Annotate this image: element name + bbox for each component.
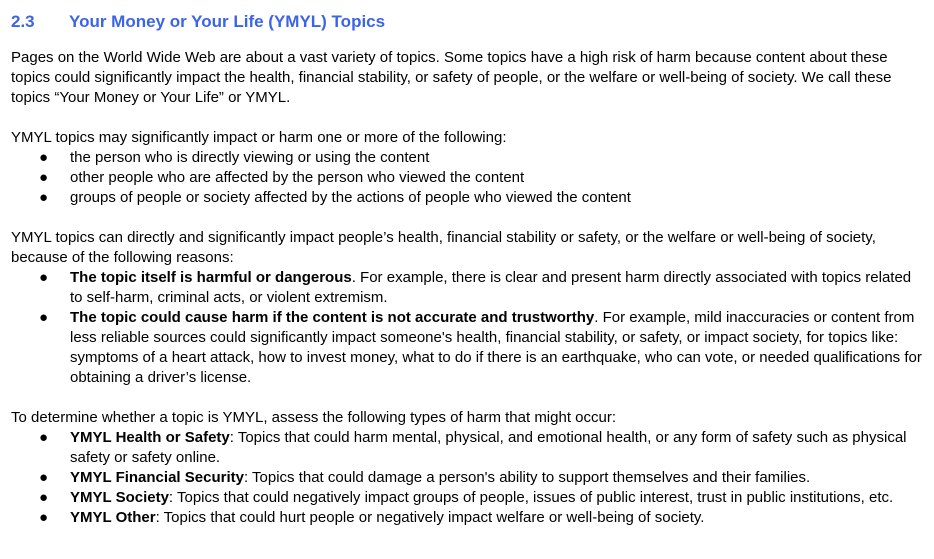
list-item: ● YMYL Other: Topics that could hurt people or negatively impact welfare or well-being of society. <box>39 509 705 526</box>
list-item: ● YMYL Health or Safety: Topics that could harm mental, physical, and emotional health, or any form of safety such as physical safety or safety online. <box>39 429 907 466</box>
bullet-icon: ● <box>39 489 49 506</box>
harm-types-intro: To determine whether a topic is YMYL, assess the following types of harm that might occur: <box>11 409 617 426</box>
list-item: ● the person who is directly viewing or using the content <box>39 149 430 166</box>
bullet-icon: ● <box>39 269 49 286</box>
intro-paragraph: Pages on the World Wide Web are about a vast variety of topics. Some topics have a high risk of harm because content about these topics could significantly impact the health, financial stability, or safety of people, or the welfare or well-being of society. We call these topics “Your Money or Your Life” or YMYL. <box>11 49 892 106</box>
bullet-icon: ● <box>39 309 49 326</box>
list-item: ● other people who are affected by the person who viewed the content <box>39 169 525 186</box>
bullet-icon: ● <box>39 169 49 186</box>
harm-types-list <box>11 428 926 528</box>
list-item: ● The topic itself is harmful or dangerous. For example, there is clear and present harm directly associated with topics related to self-harm, criminal acts, or violent extremism. <box>39 269 912 306</box>
section-title: Your Money or Your Life (YMYL) Topics <box>69 12 386 31</box>
bullet-icon: ● <box>39 429 49 446</box>
list-item: ● YMYL Society: Topics that could negatively impact groups of people, issues of public interest, trust in public institutions, etc. <box>39 489 894 506</box>
bullet-icon: ● <box>39 149 49 166</box>
impact-intro: YMYL topics may significantly impact or harm one or more of the following: <box>11 129 507 146</box>
bullet-icon: ● <box>39 189 49 206</box>
list-item: ● The topic could cause harm if the content is not accurate and trustworthy. For example, mild inaccuracies or content from less reliable sources could significantly impact someone's health, financial stability, or safety, or impact society, for topics like: symptoms of a heart attack, how to invest money, what to do if there is an earthquake, who can vote, or needed qualifications for obtaining a driver’s license. <box>39 309 922 386</box>
list-item: ● groups of people or society affected by the actions of people who viewed the content <box>39 189 631 206</box>
reasons-intro: YMYL topics can directly and significantly impact people’s health, financial stability or safety, or the welfare or well-being of society, because of the following reasons: <box>11 229 876 266</box>
bullet-icon: ● <box>39 509 49 526</box>
section-heading <box>11 12 926 32</box>
section-number: 2.3 <box>11 12 35 31</box>
bullet-icon: ● <box>39 469 49 486</box>
list-item: ● YMYL Financial Security: Topics that could damage a person's ability to support themselves and their families. <box>39 469 811 486</box>
impact-list <box>11 148 926 208</box>
reasons-list <box>11 268 926 388</box>
